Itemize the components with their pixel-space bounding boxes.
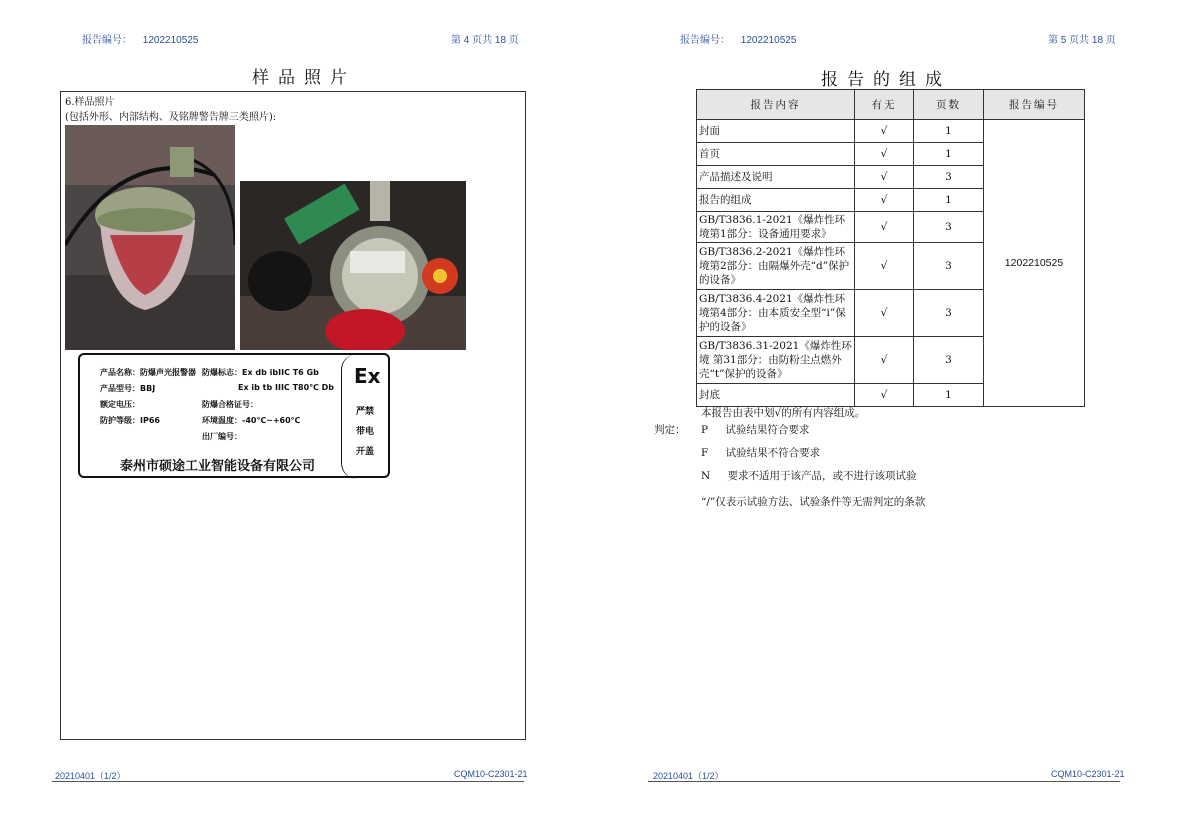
report-number-header bbox=[82, 31, 198, 46]
footer-right-right: CQM10-C2301-21 bbox=[1051, 769, 1125, 779]
row-present: √ bbox=[855, 290, 914, 337]
slash-note: “/”仅表示试验方法、试验条件等无需判定的条款 bbox=[701, 496, 926, 508]
table-header-row bbox=[697, 90, 1085, 120]
photo-caption-desc: (包括外形、内部结构、及铭牌警告牌三类照片): bbox=[65, 112, 277, 123]
product-name-field: 产品名称：防爆声光报警器 bbox=[100, 368, 196, 377]
judgement-p bbox=[701, 422, 809, 437]
row-pages: 1 bbox=[914, 143, 984, 166]
report-number: 1202210525 bbox=[142, 35, 199, 46]
row-content: GB/T3836.2-2021《爆炸性环境第2部分：由隔爆外壳“d”保护的设备》 bbox=[697, 243, 855, 290]
row-present: √ bbox=[855, 189, 914, 212]
warning-line-3: 开盖 bbox=[356, 447, 375, 457]
judgement-code: P bbox=[701, 424, 709, 436]
page-title: 样品照片 bbox=[252, 68, 356, 88]
header-pages: 页数 bbox=[914, 90, 984, 120]
composition-note: 本报告由表中划√的所有内容组成。 bbox=[701, 407, 866, 419]
rated-voltage-field: 额定电压： bbox=[100, 400, 140, 409]
row-present: √ bbox=[855, 120, 914, 143]
row-pages: 3 bbox=[914, 337, 984, 384]
row-content: 首页 bbox=[697, 143, 855, 166]
footer-right: CQM10-C2301-21 bbox=[454, 769, 528, 779]
judgement-text: 要求不适用于该产品，或不进行该项试验 bbox=[727, 470, 917, 482]
judgement-n bbox=[701, 468, 917, 483]
row-content: 产品描述及说明 bbox=[697, 166, 855, 189]
judgement-f bbox=[701, 445, 820, 460]
table-row bbox=[697, 120, 1085, 143]
row-content: GB/T3836.1-2021《爆炸性环境第1部分：设备通用要求》 bbox=[697, 212, 855, 243]
protection-grade-field: 防护等级：IP66 bbox=[100, 416, 160, 425]
row-pages: 3 bbox=[914, 290, 984, 337]
internal-structure-photo bbox=[240, 181, 466, 350]
row-pages: 1 bbox=[914, 120, 984, 143]
row-pages: 3 bbox=[914, 243, 984, 290]
judgement-code: F bbox=[701, 447, 709, 459]
warning-line-2: 带电 bbox=[356, 427, 375, 437]
row-content: GB/T3836.31-2021《爆炸性环境 第31部分：由防粉尘点燃外壳“t”保护的设备》 bbox=[697, 337, 855, 384]
ex-symbol: Ex bbox=[354, 364, 381, 388]
page-info: 第 4 页共 18 页 bbox=[451, 35, 519, 46]
footer-rule bbox=[52, 781, 524, 782]
judgement-text: 试验结果符合要求 bbox=[725, 424, 810, 436]
warning-line-1: 严禁 bbox=[356, 407, 375, 417]
photo-caption-title: 6.样品照片 bbox=[65, 97, 115, 108]
row-present: √ bbox=[855, 243, 914, 290]
row-content: 封面 bbox=[697, 120, 855, 143]
header-report-no: 报告编号 bbox=[984, 90, 1085, 120]
row-present: √ bbox=[855, 337, 914, 384]
report-number-label: 报告编号： bbox=[82, 35, 132, 46]
row-content: 报告的组成 bbox=[697, 189, 855, 212]
report-number-right: 1202210525 bbox=[740, 35, 797, 46]
footer-rule-right bbox=[648, 781, 1120, 782]
report-number-cell: 1202210525 bbox=[984, 120, 1085, 407]
judgement-text: 试验结果不符合要求 bbox=[725, 447, 821, 459]
row-present: √ bbox=[855, 143, 914, 166]
product-model-field: 产品型号：BBJ bbox=[100, 384, 156, 393]
report-composition-table bbox=[696, 89, 1085, 407]
manufacturer-name: 泰州市硕途工业智能设备有限公司 bbox=[120, 459, 316, 474]
row-pages: 3 bbox=[914, 166, 984, 189]
certificate-number-field: 防爆合格证号： bbox=[202, 400, 258, 409]
row-pages: 3 bbox=[914, 212, 984, 243]
row-present: √ bbox=[855, 212, 914, 243]
exterior-photo bbox=[65, 125, 235, 350]
row-content: 封底 bbox=[697, 384, 855, 407]
header-content: 报告内容 bbox=[697, 90, 855, 120]
ex-warning-box bbox=[341, 354, 389, 479]
ambient-temperature-field: 环境温度：-40℃~+60℃ bbox=[202, 416, 301, 425]
nameplate bbox=[78, 353, 390, 478]
report-number-label-right: 报告编号： bbox=[680, 35, 730, 46]
footer-left: 20210401（1/2） bbox=[55, 771, 126, 781]
ex-mark-field: 防爆标志：Ex db ibIIC T6 Gb bbox=[202, 368, 319, 377]
report-number-header-right bbox=[680, 31, 796, 46]
page-info-right: 第 5 页共 18 页 bbox=[1048, 35, 1116, 46]
row-present: √ bbox=[855, 166, 914, 189]
row-pages: 1 bbox=[914, 189, 984, 212]
row-pages: 1 bbox=[914, 384, 984, 407]
composition-title: 报告的组成 bbox=[821, 70, 951, 90]
judgement-code: N bbox=[701, 470, 711, 482]
footer-left-right: 20210401（1/2） bbox=[653, 771, 724, 781]
row-content: GB/T3836.4-2021《爆炸性环境第4部分：由本质安全型“i”保护的设备》 bbox=[697, 290, 855, 337]
judgement-label: 判定： bbox=[654, 424, 686, 436]
factory-number-field: 出厂编号： bbox=[202, 432, 242, 441]
ex-mark-field-2: Ex ib tb IIIC T80℃ Db bbox=[238, 383, 335, 392]
row-present: √ bbox=[855, 384, 914, 407]
header-present: 有无 bbox=[855, 90, 914, 120]
